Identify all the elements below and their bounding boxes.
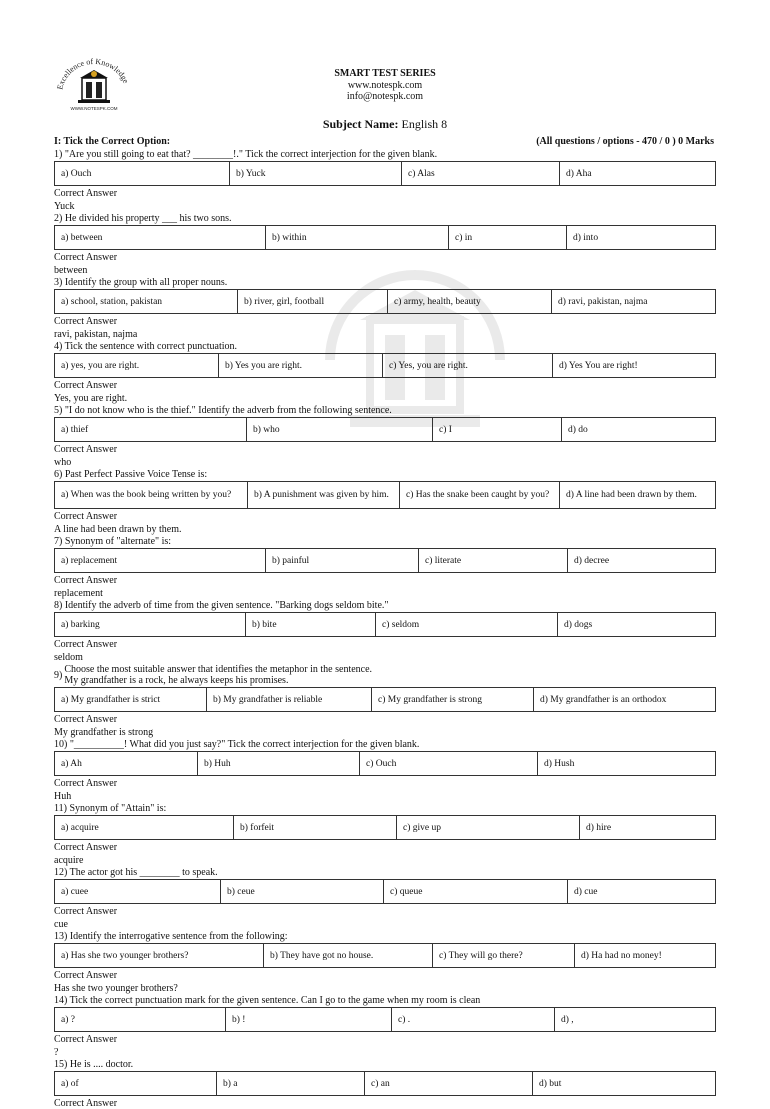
option-c[interactable]: c) seldom [376,613,558,636]
option-d[interactable]: d) decree [574,555,610,566]
option-d[interactable]: d) Hush [544,758,575,769]
question-6 [54,468,716,535]
options-row [54,879,716,904]
option-d[interactable]: d) but [539,1078,562,1089]
question-14 [54,994,716,1058]
option-a[interactable]: a) ? [55,1008,226,1031]
correct-answer-label: Correct Answer [54,511,118,522]
question-text: 6) Past Perfect Passive Voice Tense is: [54,469,208,480]
question-7 [54,535,716,599]
question-text: 5) "I do not know who is the thief." Identify the adverb from the following sentence. [54,405,392,416]
correct-answer-label: Correct Answer [54,188,118,199]
correct-answer-value: between [54,265,88,276]
question-text: 1) "Are you still going to eat that? ________!." Tick the correct interjection for the given blank. [54,149,438,160]
option-a[interactable]: a) When was the book being written by you? [55,482,248,508]
option-a[interactable]: a) yes, you are right. [55,354,219,377]
options-row [54,161,716,186]
option-c[interactable]: c) They will go there? [433,944,575,967]
correct-answer-value: Huh [54,791,72,802]
option-a[interactable]: a) Ouch [55,162,230,185]
email-text: info@notespk.com [346,91,424,102]
correct-answer-value: Yes, you are right. [54,393,128,404]
question-text: 12) The actor got his ________ to speak. [54,867,218,878]
correct-answer-label: Correct Answer [54,906,118,917]
option-d[interactable]: d) into [573,232,599,243]
subject-label: Subject Name: [322,117,399,131]
correct-answer-value: Has she two younger brothers? [54,983,178,994]
option-c[interactable]: c) give up [397,816,580,839]
option-a[interactable]: a) cuee [55,880,221,903]
question-2 [54,212,716,276]
option-d[interactable]: d) ravi, pakistan, najma [558,296,648,307]
question-15 [54,1058,716,1109]
option-a[interactable]: a) thief [55,418,247,441]
correct-answer-label: Correct Answer [54,1034,118,1045]
option-a[interactable]: a) school, station, pakistan [55,290,238,313]
options-row [54,225,716,250]
option-b[interactable]: b) a [217,1072,365,1095]
question-list [54,148,716,1109]
subject-value: English 8 [401,117,448,131]
correct-answer-value: acquire [54,855,84,866]
option-b[interactable]: b) ceue [221,880,384,903]
correct-answer-label: Correct Answer [54,639,118,650]
option-c[interactable]: c) literate [419,549,568,572]
option-b[interactable]: b) forfeit [234,816,397,839]
option-a[interactable]: a) of [55,1072,217,1095]
option-a[interactable]: a) between [55,226,266,249]
question-text: 8) Identify the adverb of time from the given sentence. "Barking dogs seldom bite." [54,600,389,611]
option-b[interactable]: b) who [247,418,433,441]
option-b[interactable]: b) bite [246,613,376,636]
question-text: 13) Identify the interrogative sentence from the following: [54,931,288,942]
question-8 [54,599,716,663]
question-line-1: Choose the most suitable answer that identifies the metaphor in the sentence. [64,664,373,675]
options-row [54,751,716,776]
correct-answer-label: Correct Answer [54,252,118,263]
option-d[interactable]: d) Yes You are right! [559,360,638,371]
option-c[interactable]: c) Has the snake been caught by you? [400,482,560,508]
correct-answer-value: ravi, pakistan, najma [54,329,138,340]
question-text: 4) Tick the sentence with correct punctuation. [54,341,238,352]
option-d[interactable]: d) dogs [564,619,593,630]
options-row [54,353,716,378]
option-a[interactable]: a) barking [55,613,246,636]
option-b[interactable]: b) Yes you are right. [219,354,383,377]
option-a[interactable]: a) Has she two younger brothers? [55,944,264,967]
options-row [54,612,716,637]
question-line-2: My grandfather is a rock, he always keeps his promises. [64,675,289,686]
document-header [0,68,770,102]
correct-answer-value: cue [54,919,68,930]
question-13 [54,930,716,994]
section-marks: (All questions / options - 470 / 0 ) 0 Marks [536,136,714,147]
option-c[interactable]: c) an [365,1072,533,1095]
correct-answer-value: My grandfather is strong [54,727,154,738]
option-c[interactable]: c) in [449,226,567,249]
option-b[interactable]: b) Yuck [230,162,402,185]
option-d[interactable]: d) A line had been drawn by them. [566,490,697,500]
option-d[interactable]: d) hire [586,822,612,833]
option-d[interactable]: d) Ha had no money! [581,950,662,961]
option-a[interactable]: a) Ah [55,752,198,775]
correct-answer-label: Correct Answer [54,1098,118,1109]
question-text: 15) He is .... doctor. [54,1059,134,1070]
correct-answer-value: Yuck [54,201,75,212]
correct-answer-value: seldom [54,652,83,663]
options-row [54,417,716,442]
option-d[interactable]: d) cue [574,886,598,897]
question-4 [54,340,716,404]
question-12 [54,866,716,930]
logo-text: Excellence of Knowledge [55,56,131,91]
options-row [54,687,716,712]
option-b[interactable]: b) ! [226,1008,392,1031]
correct-answer-label: Correct Answer [54,316,118,327]
option-b[interactable]: b) river, girl, football [238,290,388,313]
correct-answer-value: A line had been drawn by them. [54,524,182,535]
option-c[interactable]: c) Ouch [360,752,538,775]
option-b[interactable]: b) A punishment was given by him. [248,482,400,508]
option-c[interactable]: c) Alas [402,162,560,185]
option-a[interactable]: a) My grandfather is strict [55,688,207,711]
question-text: 3) Identify the group with all proper nouns. [54,277,228,288]
option-c[interactable]: c) My grandfather is strong [372,688,534,711]
question-11 [54,802,716,866]
option-b[interactable]: b) Huh [198,752,360,775]
correct-answer-label: Correct Answer [54,714,118,725]
question-text: 10) "__________! What did you just say?" Tick the correct interjection for the given blank. [54,739,420,750]
question-text: 14) Tick the correct punctuation mark for the given sentence. Can I go to the game when my room is clean [54,995,481,1006]
question-1 [54,148,716,212]
options-row [54,815,716,840]
correct-answer-value: ? [54,1047,59,1058]
option-c[interactable]: c) queue [384,880,568,903]
option-c[interactable]: c) army, health, beauty [388,290,552,313]
question-text: 7) Synonym of "alternate" is: [54,536,172,547]
options-row [54,289,716,314]
option-d[interactable]: d) Aha [566,168,592,179]
question-10 [54,738,716,802]
options-row [54,548,716,573]
option-d[interactable]: d) , [561,1014,574,1025]
option-b[interactable]: b) painful [266,549,419,572]
subject-line [0,117,770,132]
correct-answer-label: Correct Answer [54,970,118,981]
option-d[interactable]: d) My grandfather is an orthodox [540,694,667,705]
test-series-title: SMART TEST SERIES [334,68,436,79]
option-a[interactable]: a) replacement [55,549,266,572]
option-d[interactable]: d) do [568,424,588,435]
option-a[interactable]: a) acquire [55,816,234,839]
option-c[interactable]: c) . [392,1008,555,1031]
question-text: 2) He divided his property ___ his two sons. [54,213,232,224]
question-text [54,663,716,686]
question-number: 9) [54,669,63,681]
correct-answer-label: Correct Answer [54,380,118,391]
option-c[interactable]: c) Yes, you are right. [383,354,553,377]
correct-answer-value: who [54,457,72,468]
question-9 [54,663,716,738]
question-5 [54,404,716,468]
correct-answer-label: Correct Answer [54,575,118,586]
options-row [54,481,716,509]
option-b[interactable]: b) within [266,226,449,249]
question-text: 11) Synonym of "Attain" is: [54,803,167,814]
correct-answer-value: replacement [54,588,103,599]
option-b[interactable]: b) My grandfather is reliable [207,688,372,711]
correct-answer-label: Correct Answer [54,778,118,789]
website-text: www.notespk.com [347,80,423,91]
section-title: I: Tick the Correct Option: [54,136,171,147]
correct-answer-label: Correct Answer [54,842,118,853]
option-b[interactable]: b) They have got no house. [264,944,433,967]
options-row [54,1007,716,1032]
logo-url: WWW.NOTESPK.COM [70,106,118,111]
question-3 [54,276,716,340]
correct-answer-label: Correct Answer [54,444,118,455]
options-row [54,1071,716,1096]
option-c[interactable]: c) I [433,418,562,441]
options-row [54,943,716,968]
